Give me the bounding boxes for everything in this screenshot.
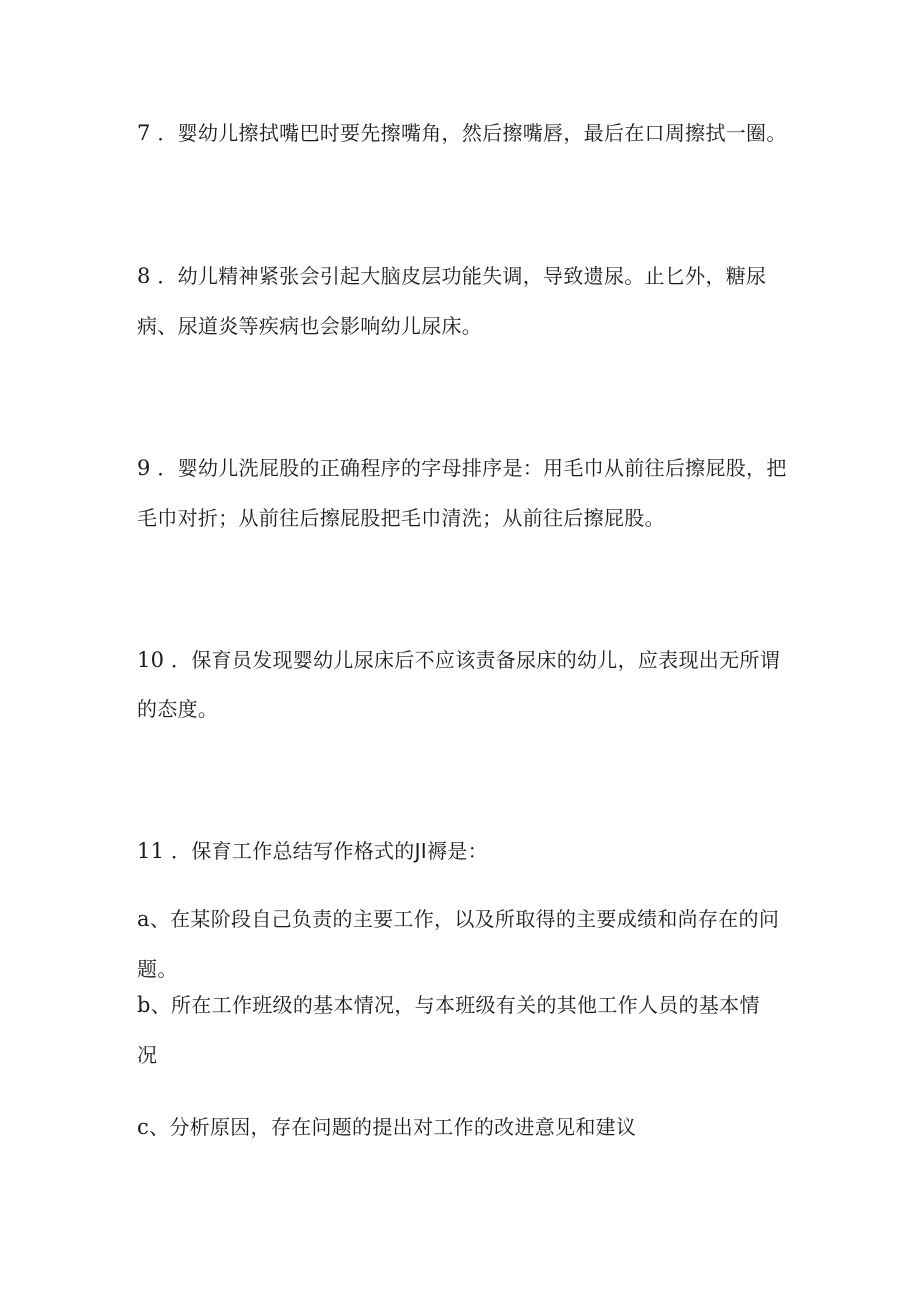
item-text: ．保育员发现婴幼儿尿床后不应该责备尿床的幼儿，应表现出无所谓 [171, 648, 780, 672]
subitem-text: 况 [137, 1043, 158, 1067]
item-number: 10 [137, 648, 165, 672]
item-11-line-1 [137, 837, 488, 865]
item-text: ．婴幼儿擦拭嘴巴时要先擦嘴角，然后擦嘴唇，最后在口周擦拭一圈。 [157, 121, 787, 145]
item-number: 7 [137, 121, 151, 145]
item-10-line-2 [137, 695, 218, 723]
item-text: ．婴幼儿洗屁股的正确程序的字母排序是：用毛巾从前往后擦屁股，把 [157, 456, 787, 480]
item-text: ．保育工作总结写作格式的JI褥是： [171, 839, 488, 863]
item-text: ．幼儿精神紧张会引起大脑皮层功能失调，导致遗尿。止匕外，糖尿 [157, 264, 767, 288]
item-8-line-2 [137, 312, 482, 340]
item-number: 9 [137, 456, 151, 480]
subitem-text: 、分析原因，存在问题的提出对工作的改进意见和建议 [149, 1115, 637, 1139]
subitem-a-line-1 [137, 905, 779, 933]
subitem-text: 、在某阶段自己负责的主要工作，以及所取得的主要成绩和尚存在的问 [149, 907, 780, 931]
subitem-text: 、所在工作班级的基本情况，与本班级有关的其他工作人员的基本情 [150, 993, 760, 1017]
item-text: 毛巾对折；从前往后擦屁股把毛巾清洗；从前往后擦屁股。 [137, 506, 665, 530]
subitem-b-line-1 [137, 991, 760, 1019]
subitem-c-line-1 [137, 1113, 636, 1141]
item-9-line-1 [137, 454, 787, 482]
item-10-line-1 [137, 646, 780, 674]
item-text: 病、尿道炎等疾病也会影响幼儿尿床。 [137, 314, 483, 338]
item-8-line-1 [137, 262, 766, 290]
subitem-letter: c [137, 1115, 150, 1139]
item-9-line-2 [137, 504, 665, 532]
subitem-letter: b [137, 993, 151, 1017]
subitem-letter: a [137, 907, 150, 931]
subitem-a-line-2 [137, 955, 178, 983]
item-number: 11 [137, 839, 165, 863]
item-number: 8 [137, 264, 151, 288]
subitem-b-line-2 [137, 1041, 157, 1069]
item-text: 的态度。 [137, 697, 219, 721]
item-7-line-1 [137, 119, 787, 147]
subitem-text: 题。 [137, 957, 178, 981]
